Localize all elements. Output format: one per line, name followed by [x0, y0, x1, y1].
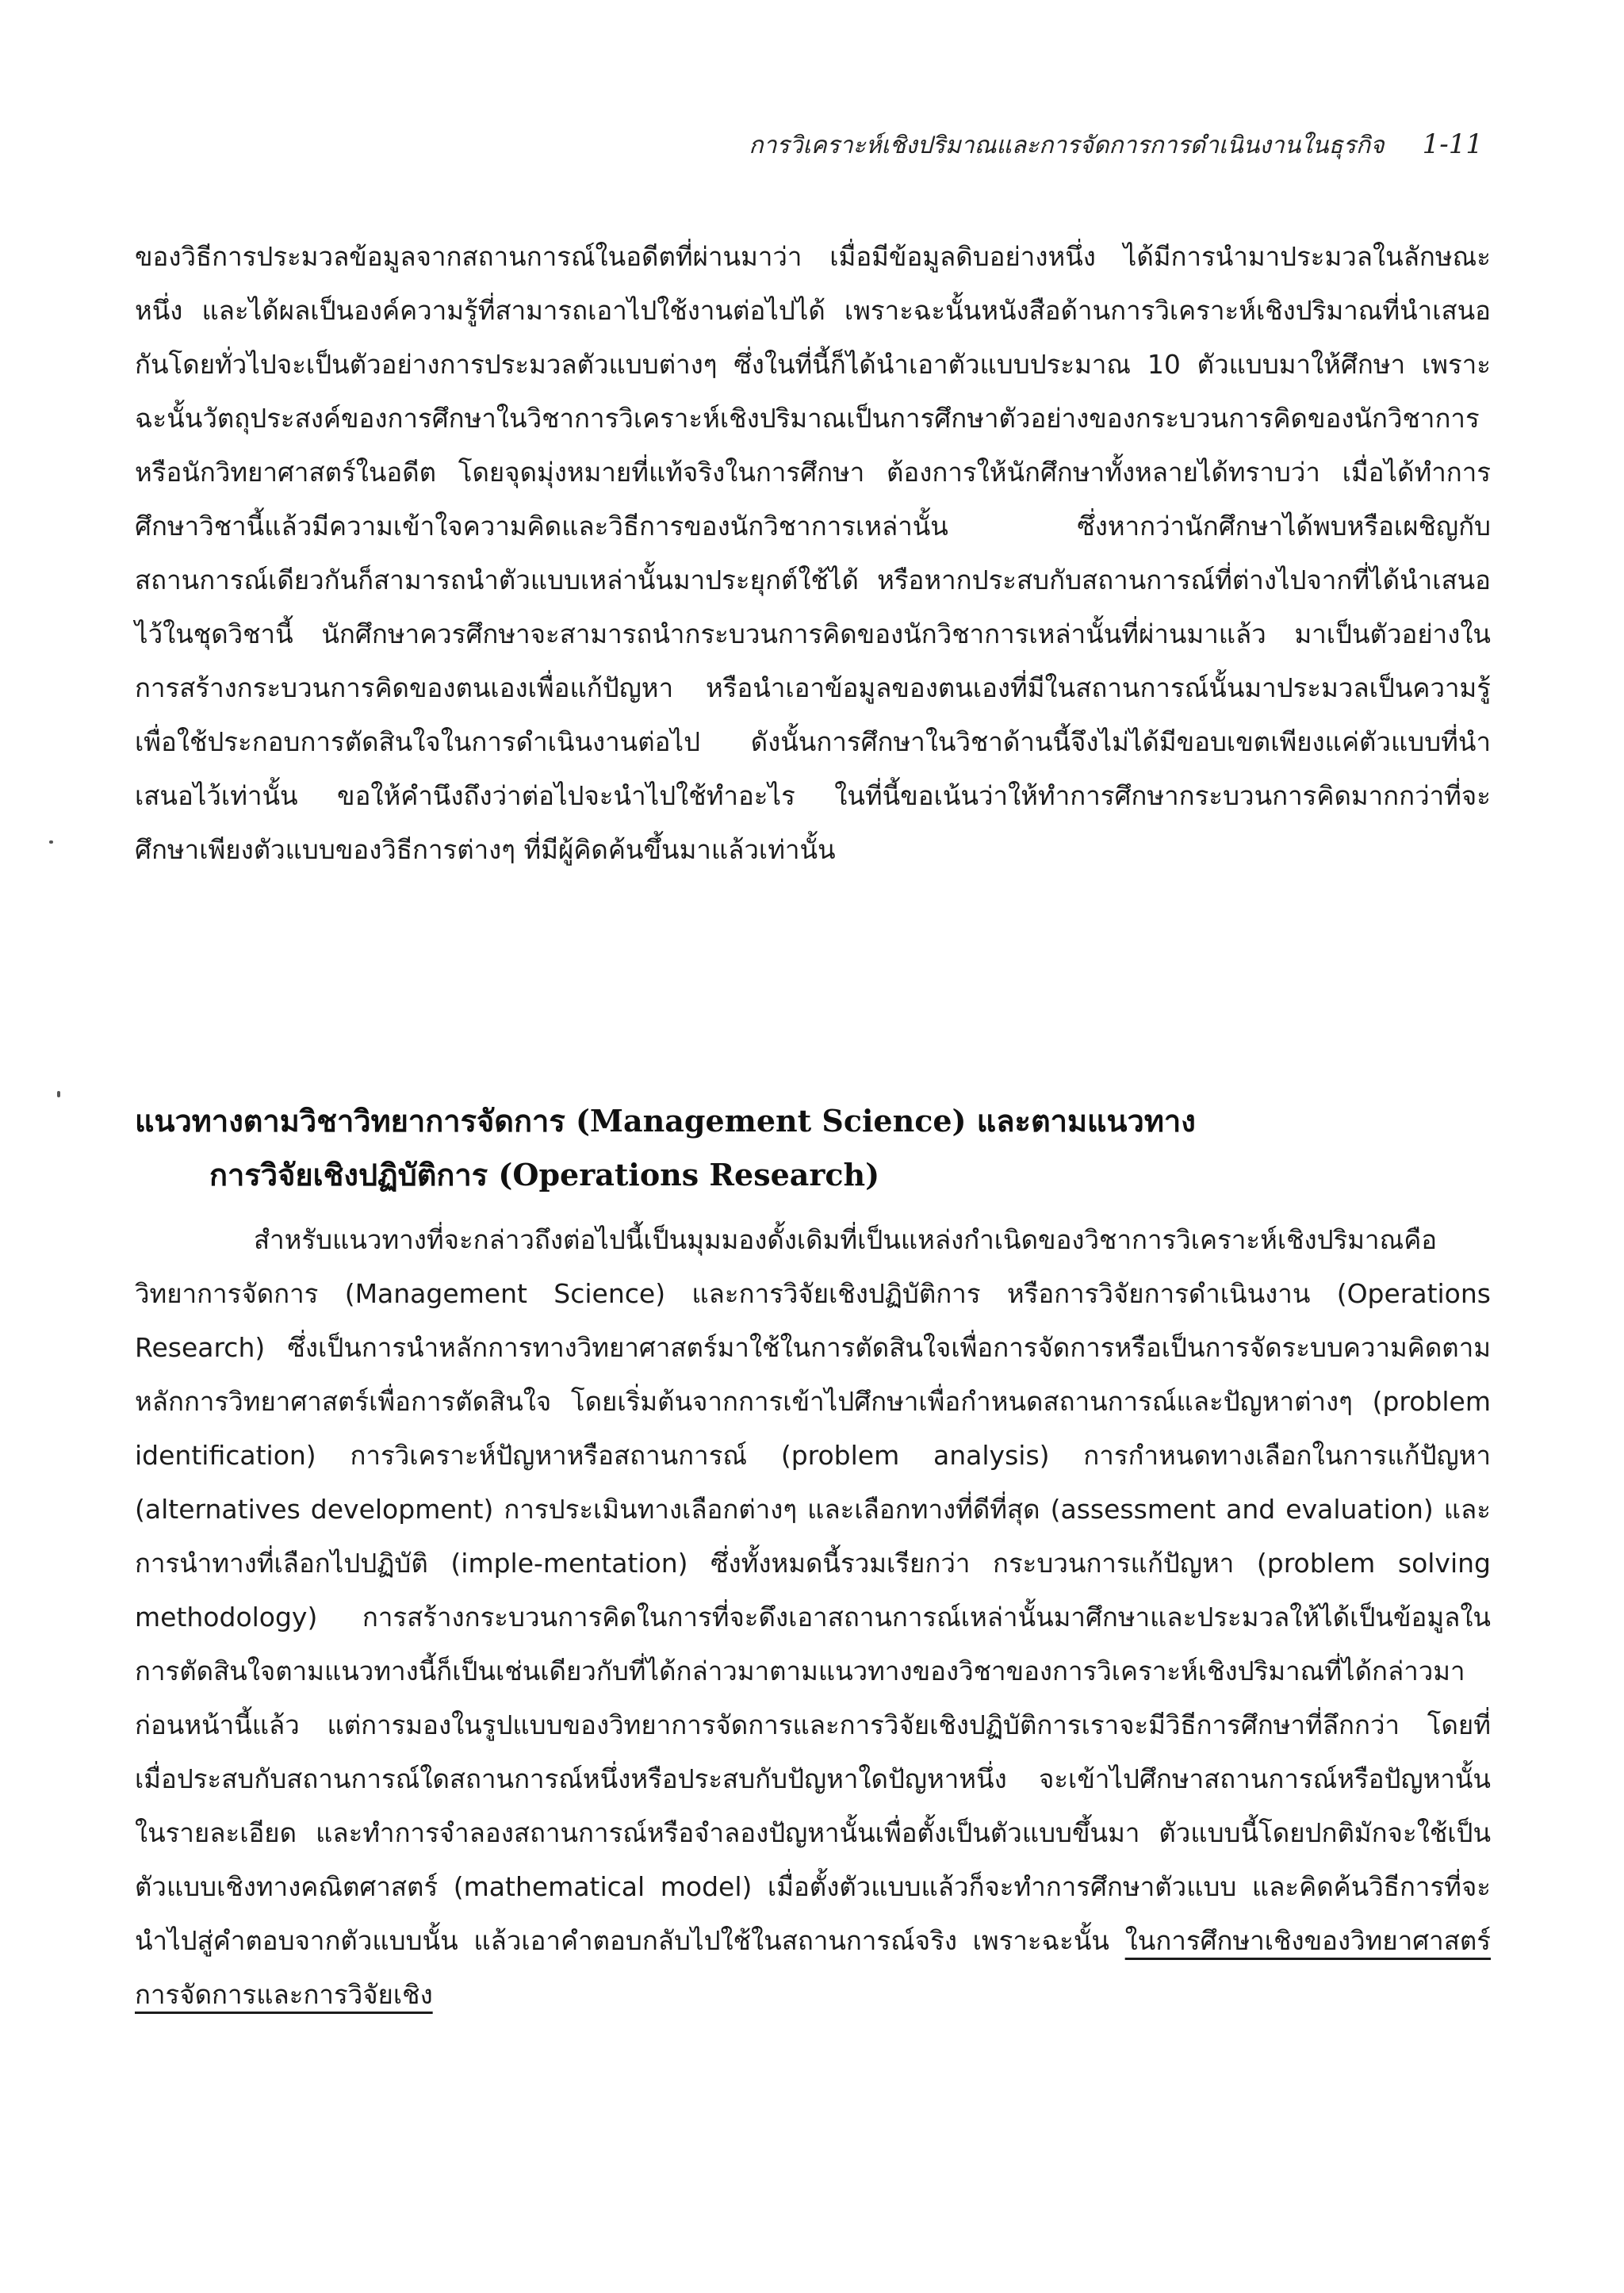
- section-heading: [135, 1094, 1491, 1202]
- paragraph-text-2: [135, 1213, 1491, 2022]
- paragraph-text-2-main: สำหรับแนวทางที่จะกล่าวถึงต่อไปนี้เป็นมุมมองดั้งเดิมที่เป็นแหล่งกำเนิดของวิชาการวิเคราะห์เชิงปริมาณคือ วิทยาการจัดการ (Management Science) และการวิจัยเชิงปฏิบัติการ หรือการวิจัยการดำเนินงาน (Operations Research) ซึ่งเป็นการนำหลักการทางวิทยาศาสตร์มาใช้ในการตัดสินใจเพื่อการจัดการหรือเป็นการจัดระบบความคิดตามหลักการวิทยาศาสตร์เพื่อการตัดสินใจ โดยเริ่มต้นจากการเข้าไปศึกษาเพื่อกำหนดสถานการณ์และปัญหาต่างๆ (problem identification) การวิเคราะห์ปัญหาหรือสถานการณ์ (problem analysis) การกำหนดทางเลือกในการแก้ปัญหา (alternatives development) การประเมินทางเลือกต่างๆ และเลือกทางที่ดีที่สุด (assessment and evaluation) และการนำทางที่เลือกไปปฏิบัติ (imple-mentation) ซึ่งทั้งหมดนี้รวมเรียกว่า กระบวนการแก้ปัญหา (problem solving methodology) การสร้างกระบวนการคิดในการที่จะดึงเอาสถานการณ์เหล่านั้นมาศึกษาและประมวลให้ได้เป็นข้อมูลในการตัดสินใจตามแนวทางนี้ก็เป็นเช่นเดียวกับที่ได้กล่าวมาตามแนวทางของวิชาของการวิเคราะห์เชิงปริมาณที่ได้กล่าวมาก่อนหน้านี้แล้ว แต่การมองในรูปแบบของวิทยาการจัดการและการวิจัยเชิงปฏิบัติการเราจะมีวิธีการศึกษาที่ลึกกว่า โดยที่เมื่อประสบกับสถานการณ์ใดสถานการณ์หนึ่งหรือประสบกับปัญหาใดปัญหาหนึ่ง จะเข้าไปศึกษาสถานการณ์หรือปัญหานั้นในรายละเอียด และทำการจำลองสถานการณ์หรือจำลองปัญหานั้นเพื่อตั้งเป็นตัวแบบขึ้นมา ตัวแบบนี้โดยปกติมักจะใช้เป็นตัวแบบเชิงทางคณิตศาสตร์ (mathematical model) เมื่อตั้งตัวแบบแล้วก็จะทำการศึกษาตัวแบบ และคิดค้นวิธีการที่จะนำไปสู่คำตอบจากตัวแบบนั้น แล้วเอาคำตอบกลับไปใช้ในสถานการณ์จริง เพราะฉะนั้น: [135, 1224, 1491, 1956]
- running-title: การวิเคราะห์เชิงปริมาณและการจัดการการดำเนินงานในธุรกิจ: [749, 132, 1385, 159]
- underlined-phrase: ในการศึกษาเชิงของวิทยาศาสตร์การจัดการและการวิจัยเชิง: [135, 1925, 1491, 2010]
- section-heading-line-2: การวิจัยเชิงปฏิบัติการ (Operations Research): [209, 1157, 880, 1192]
- page-number: 1-11: [1422, 128, 1483, 160]
- body-paragraph-2: [135, 1213, 1491, 2022]
- scan-speck: [49, 840, 53, 844]
- section-heading-line-1: แนวทางตามวิชาวิทยาการจัดการ (Management Science) และตามแนวทาง: [135, 1103, 1196, 1139]
- scan-speck: [57, 1091, 60, 1097]
- paragraph-text: ของวิธีการประมวลข้อมูลจากสถานการณ์ในอดีตที่ผ่านมาว่า เมื่อมีข้อมูลดิบอย่างหนึ่ง ได้มีการนำมาประมวลในลักษณะหนึ่ง และได้ผลเป็นองค์ความรู้ที่สามารถเอาไปใช้งานต่อไปได้ เพราะฉะนั้นหนังสือด้านการวิเคราะห์เชิงปริมาณที่นำเสนอกันโดยทั่วไปจะเป็นตัวอย่างการประมวลตัวแบบต่างๆ ซึ่งในที่นี้ก็ได้นำเอาตัวแบบประมาณ 10 ตัวแบบมาให้ศึกษา เพราะฉะนั้นวัตถุประสงค์ของการศึกษาในวิชาการวิเคราะห์เชิงปริมาณเป็นการศึกษาตัวอย่างของกระบวนการคิดของนักวิชาการหรือนักวิทยาศาสตร์ในอดีต โดยจุดมุ่งหมายที่แท้จริงในการศึกษา ต้องการให้นักศึกษาทั้งหลายได้ทราบว่า เมื่อได้ทำการศึกษาวิชานี้แล้วมีความเข้าใจความคิดและวิธีการของนักวิชาการเหล่านั้น ซึ่งหากว่านักศึกษาได้พบหรือเผชิญกับสถานการณ์เดียวกันก็สามารถนำตัวแบบเหล่านั้นมาประยุกต์ใช้ได้ หรือหากประสบกับสถานการณ์ที่ต่างไปจากที่ได้นำเสนอไว้ในชุดวิชานี้ นักศึกษาควรศึกษาจะสามารถนำกระบวนการคิดของนักวิชาการเหล่านั้นที่ผ่านมาแล้ว มาเป็นตัวอย่างในการสร้างกระบวนการคิดของตนเองเพื่อแก้ปัญหา หรือนำเอาข้อมูลของตนเองที่มีในสถานการณ์นั้นมาประมวลเป็นความรู้เพื่อใช้ประกอบการตัดสินใจในการดำเนินงานต่อไป ดังนั้นการศึกษาในวิชาด้านนี้จึงไม่ได้มีขอบเขตเพียงแค่ตัวแบบที่นำเสนอไว้เท่านั้น ขอให้คำนึงถึงว่าต่อไปจะนำไปใช้ทำอะไร ในที่นี้ขอเน้นว่าให้ทำการศึกษากระบวนการคิดมากกว่าที่จะศึกษาเพียงตัวแบบของวิธีการต่างๆ ที่มีผู้คิดค้นขึ้นมาแล้วเท่านั้น: [135, 241, 1491, 865]
- body-paragraph-1: [135, 230, 1491, 877]
- running-header: [749, 127, 1483, 164]
